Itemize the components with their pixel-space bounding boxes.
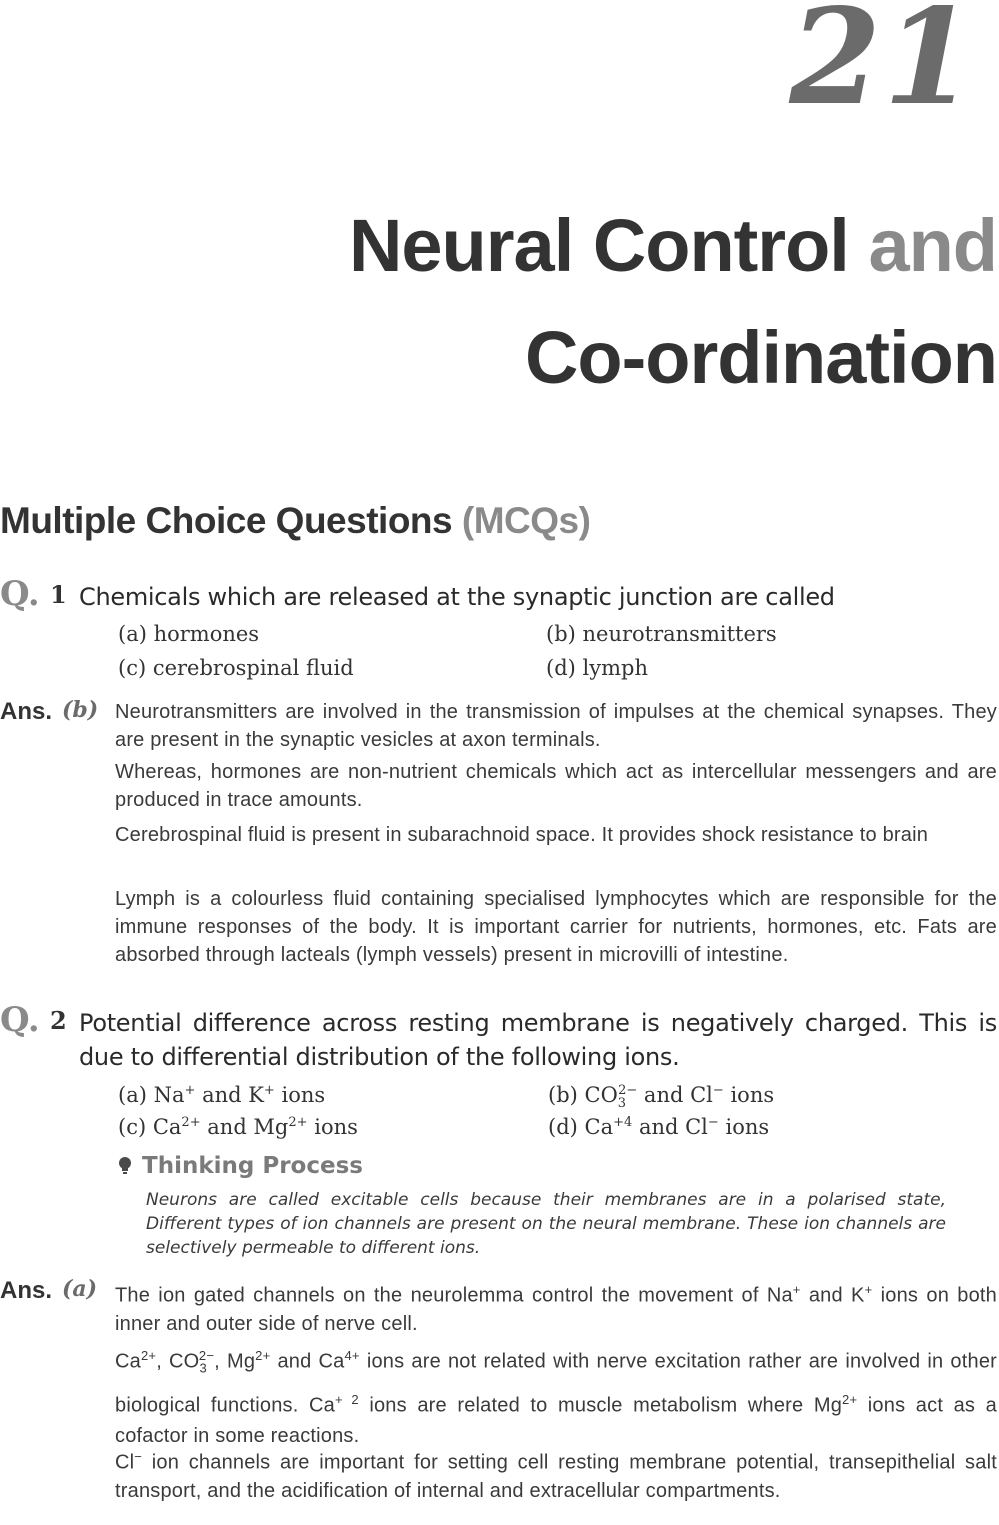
q2-answer-paragraph: Cl− ion channels are important for setting cell resting membrane potential, transepithelial salt transport, and the acidification of internal and extracellular compartments.: [115, 1449, 997, 1502]
chapter-title-light: and: [868, 204, 997, 287]
chapter-title-line-2: Co-ordination: [524, 316, 997, 399]
q2-answer-paragraph: The ion gated channels on the neurolemma control the movement of Na+ and K+ ions on both inner and outer side of nerve cell.: [115, 1282, 997, 1335]
q1-option-b: (b) neurotransmitters: [546, 622, 777, 646]
thinking-process-heading: [118, 1153, 363, 1179]
q2-option-a: (a) Na+ and K+ ions: [118, 1083, 326, 1107]
q1-answer-paragraph: Whereas, hormones are non-nutrient chemicals which act as intercellular messengers and are produced in trace amounts.: [115, 761, 997, 811]
answer-label: Ans.: [0, 1277, 53, 1304]
chapter-title-line-1: [349, 190, 997, 302]
question-mark: Q.: [0, 1000, 40, 1040]
section-heading-abbrev: (MCQs): [461, 500, 591, 541]
question-number: 2: [50, 1006, 67, 1035]
thinking-process-text: Neurons are called excitable cells because their membranes are in a polarised state, Different types of ion channels are present on the neural membrane. These ion channels are selectively permeable to different ions.: [146, 1190, 946, 1258]
q2-answer-paragraph: $Ca^{2+}$, $CO_3^{2-}$, $Mg^{2+}$ and $Ca^{4+}$ ions are not related with nerve excitation rather are involved in other biological functions. $Ca^{+ 2}$ ions are related to muscle metabolism where $Mg^{2+}$ ions act as a cofactor in some reactions.: [115, 1348, 998, 1448]
answer-letter: (a): [62, 1276, 98, 1302]
question-number: 1: [50, 580, 67, 609]
chapter-title: [349, 190, 997, 414]
q1-option-d: (d) lymph: [546, 656, 648, 680]
q2-option-d: (d) $Ca^{+4}$ and Cl− ions: [548, 1115, 770, 1139]
lightbulb-icon: [118, 1157, 132, 1175]
question-mark: Q.: [0, 574, 40, 614]
q1-option-c: (c) cerebrospinal fluid: [118, 656, 354, 680]
answer-letter: (b): [62, 697, 99, 723]
q2-option-c: (c) $Ca^{2+}$ and $Mg^{2+}$ ions: [118, 1115, 358, 1139]
question-text: Potential difference across resting membrane is negatively charged. This is due to differential distribution of the following ions.: [79, 1009, 997, 1071]
q1-answer-paragraph: Lymph is a colourless fluid containing specialised lymphocytes which are responsible for the immune responses of the body. It is important carrier for nutrients, hormones, etc. Fats are absorbed through lacteals (lymph vessels) present in microvilli of intestine.: [115, 888, 997, 966]
section-heading: [0, 500, 590, 542]
q2-option-b: (b) $CO_3^{2-}$ and Cl− ions: [548, 1083, 775, 1112]
question-text: Chemicals which are released at the synaptic junction are called: [79, 583, 835, 611]
answer-label: Ans.: [0, 698, 53, 725]
chapter-title-dark: Neural Control: [348, 204, 849, 287]
q1-answer-paragraph: Neurotransmitters are involved in the transmission of impulses at the chemical synapses. They are present in the synaptic vesicles at axon terminals.: [115, 701, 997, 751]
section-heading-text: Multiple Choice Questions: [0, 500, 453, 541]
q1-option-a: (a) hormones: [118, 622, 260, 646]
q1-answer-paragraph: Cerebrospinal fluid is present in subarachnoid space. It provides shock resistance to brain: [115, 824, 929, 846]
chapter-number: 21: [789, 0, 977, 135]
thinking-process-label: Thinking Process: [142, 1153, 363, 1179]
